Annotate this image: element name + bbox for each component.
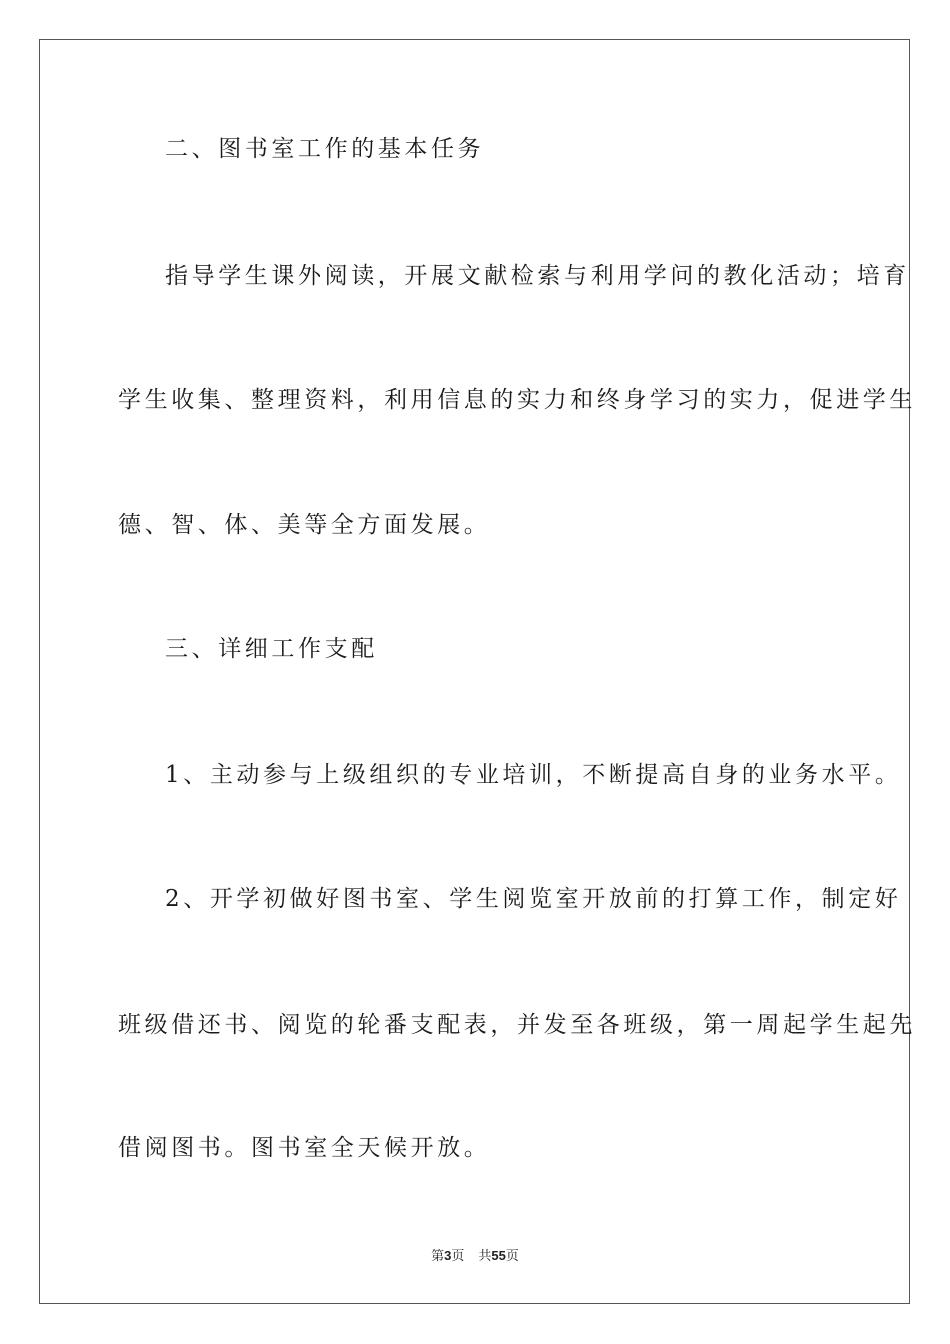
page-footer [0,1247,950,1266]
paragraph-line: 借阅图书。图书室全天候开放。 [118,1135,491,1161]
total-pages: 55 [491,1248,506,1263]
paragraph-line: 指导学生课外阅读，开展文献检索与利用学问的教化活动；培育 [165,263,910,289]
total-suffix: 页 [505,1249,519,1264]
page-number: 3 [444,1248,452,1263]
page-border [39,39,916,1304]
paragraph-line: 德、智、体、美等全方面发展。 [118,512,491,538]
section-heading-2: 二、图书室工作的基本任务 [165,136,485,162]
paragraph-line: 班级借还书、阅览的轮番支配表，并发至各班级，第一周起学生起先 [118,1012,916,1038]
section-heading-3: 三、详细工作支配 [165,636,378,662]
page-prefix: 第 [431,1249,445,1264]
list-item-2: 2、开学初做好图书室、学生阅览室开放前的打算工作，制定好 [165,886,902,912]
list-item-1: 1、主动参与上级组织的专业培训，不断提高自身的业务水平。 [165,762,902,788]
total-prefix: 共 [478,1249,492,1264]
page-suffix: 页 [451,1249,465,1264]
paragraph-line: 学生收集、整理资料，利用信息的实力和终身学习的实力，促进学生 [118,387,916,413]
